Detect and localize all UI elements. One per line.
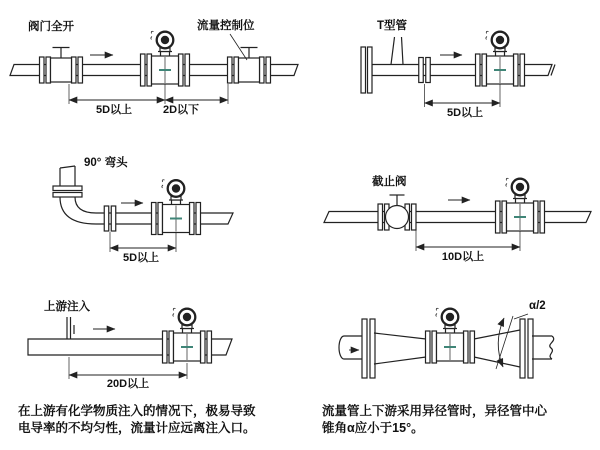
right-pipe (532, 336, 554, 359)
label-90-elbow: 90° 弯头 (84, 157, 128, 169)
dim-label-2d-downstream: 2D以下 (162, 104, 200, 116)
flow-meter-icon (476, 31, 525, 86)
label-stop-valve: 截止阀 (372, 176, 407, 188)
reducer-cone-right (474, 330, 520, 367)
panel-reducer (339, 308, 554, 378)
label-alpha-half-angle: α/2 (529, 300, 546, 312)
panel-stop-valve (324, 178, 591, 251)
dim-label-5d: 5D以上 (446, 107, 484, 119)
gate-valve-icon (40, 48, 83, 84)
label-t-pipe: T型管 (377, 20, 408, 32)
reducer-cone-left (374, 333, 426, 364)
vertical-pipe (60, 166, 75, 186)
dim-label-10d: 10D以上 (441, 251, 485, 263)
large-flange-icon (520, 319, 533, 378)
panel-t-pipe (361, 31, 555, 107)
dim-label-20d: 20D以上 (106, 378, 150, 390)
caption-line: 锥角α应小于15°。 (322, 420, 424, 435)
caption-line: 流量管上下游采用异径管时，异径管中心 (322, 404, 548, 418)
flow-meter-icon (426, 308, 475, 363)
pipe (324, 212, 591, 223)
flow-meter-icon (496, 178, 545, 233)
flow-meter-icon (163, 308, 212, 363)
label-flow-control-position: 流量控制位 (197, 20, 255, 32)
injection-pipe (67, 317, 74, 339)
caption-line: 在上游有化学物质注入的情况下，极易导致 (18, 404, 256, 418)
control-valve-icon (228, 48, 271, 84)
left-pipe (339, 336, 362, 359)
dim-label-5d: 5D以上 (122, 252, 160, 264)
panel-elbow (53, 166, 233, 252)
flange-icon (104, 206, 116, 231)
caption-line: 电导率的不均匀性，流量计应远离注入口。 (18, 420, 256, 435)
caption-injection-note (18, 403, 256, 437)
label-valve-fully-open: 阀门全开 (28, 21, 74, 33)
branch-pipe (391, 37, 403, 65)
label-upstream-injection: 上游注入 (44, 301, 90, 313)
panel-injection (28, 308, 232, 379)
panel-fully-open-valve (10, 31, 298, 104)
dim-label-5d-upstream: 5D以上 (95, 104, 133, 116)
caption-reducer-note (322, 403, 547, 437)
elbow-bend (60, 197, 96, 224)
large-flange-icon (362, 319, 375, 378)
flow-meter-icon (152, 180, 201, 235)
flow-meter-icon (141, 31, 190, 86)
